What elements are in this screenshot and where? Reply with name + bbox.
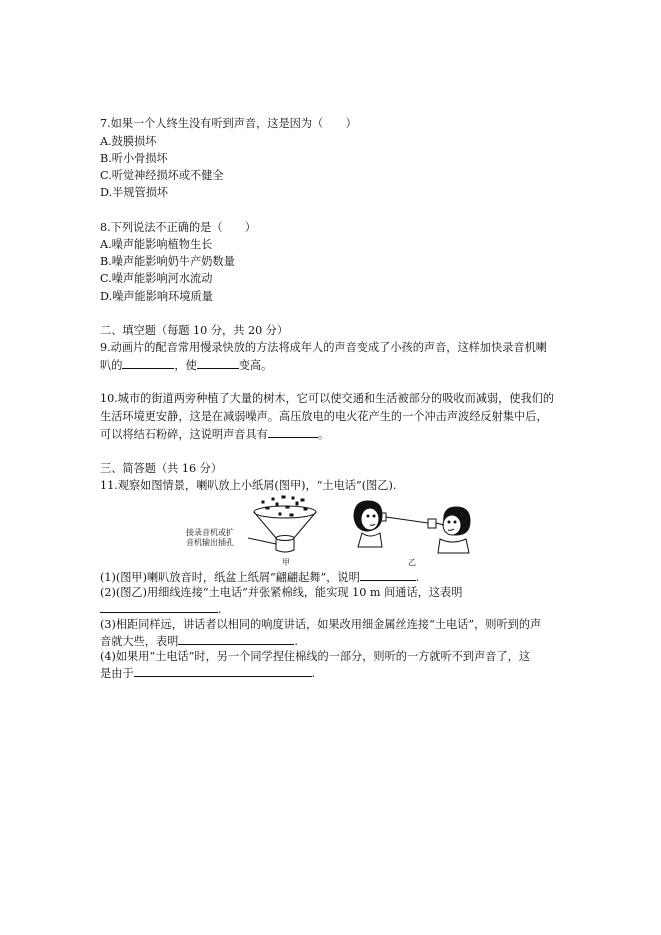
q9-text-b: ，使 <box>174 359 197 372</box>
q11-part3-text: 音就大些，表明 <box>100 635 179 648</box>
q11-part2: (2)(图乙)用细线连接“土电话”并张紧棉线，能实现 10 m 间通话，这表明 <box>100 586 463 599</box>
q10-line3 <box>100 426 329 443</box>
q9-blank-1 <box>122 357 174 369</box>
q11-part3-blank <box>178 633 294 645</box>
q9-line1: 9.动画片的配音常用慢录快放的方法将成年人的声音变成了小孩的声音，这样加快录音机喇 <box>100 341 547 354</box>
q11-part4-line1: (4)如果用“土电话”时，另一个同学捏住棉线的一部分，则听的一方就听不到声音了，这 <box>100 650 531 663</box>
caption-yi: 乙 <box>408 558 416 567</box>
q9-text-a: 叭的 <box>100 359 123 372</box>
q7-option-d: D.半规管损坏 <box>100 186 169 199</box>
q9-text-c: 变高。 <box>238 359 273 372</box>
q11-part1-end: . <box>415 571 420 584</box>
q10-blank <box>268 426 318 438</box>
q11-part1-text: (1)(图甲)喇叭放音时，纸盆上纸屑“翩翩起舞”，说明 <box>100 571 360 584</box>
q11-stem: 11.观察如图情景，喇叭放上小纸屑(图甲)，“土电话”(图乙). <box>100 479 397 492</box>
q11-part1 <box>100 569 419 586</box>
q11-figure <box>186 495 486 570</box>
q11-part3-end: . <box>294 635 298 648</box>
q11-part3-line1: (3)相距同样远，讲话者以相同的响度讲话，如果改用细金属丝连接“土电话”，则听到的声 <box>100 618 542 631</box>
speaker-label-line2: 音机输出插孔 <box>186 538 234 547</box>
q11-part3-line2 <box>100 633 298 650</box>
q11-part4-blank <box>134 665 312 677</box>
q11-part2-blank <box>100 601 218 613</box>
q7-option-b: B.听小骨损坏 <box>100 152 168 165</box>
speaker-label-line1: 接录音机或扩 <box>186 528 234 537</box>
q8-option-c: C.噪声能影响河水流动 <box>100 272 213 285</box>
q9-line2 <box>100 357 272 374</box>
q11-part2-end: . <box>218 603 222 616</box>
speaker-illustration <box>248 496 316 552</box>
q10-line2: 生活环境更安静，这是在减弱噪声。高压放电的电火花产生的一个冲击声波经反射集中后， <box>100 410 548 423</box>
tin-can-telephone-illustration <box>354 501 470 553</box>
q11-part4-text: 是由于 <box>100 667 134 680</box>
section3-heading: 三、简答题（共 16 分） <box>100 462 223 475</box>
q10-text-b: 。 <box>317 428 330 441</box>
caption-jia: 甲 <box>282 558 290 567</box>
q7-option-a: A.鼓膜损坏 <box>100 135 157 148</box>
q7-option-c: C.听觉神经损坏或不健全 <box>100 169 224 182</box>
q7-stem: 7.如果一个人终生没有听到声音，这是因为（ ） <box>100 117 357 130</box>
q8-option-d: D.噪声能影响环境质量 <box>100 290 213 303</box>
q11-part2-answer <box>100 601 222 618</box>
q10-text-a: 可以将结石粉碎，这说明声音具有 <box>100 428 268 441</box>
q11-part4-line2 <box>100 665 315 682</box>
section2-heading: 二、填空题（每题 10 分，共 20 分） <box>100 324 289 337</box>
q9-blank-2 <box>197 357 239 369</box>
q11-part1-blank <box>360 569 416 581</box>
q8-stem: 8.下列说法不正确的是（ ） <box>100 221 257 234</box>
q8-option-a: A.噪声能影响植物生长 <box>100 238 213 251</box>
q10-line1: 10.城市的街道两旁种植了大量的树木，它可以使交通和生活被部分的吸收而减弱，使我们的 <box>100 392 555 405</box>
q8-option-b: B.噪声能影响奶牛产奶数量 <box>100 255 235 268</box>
q11-part4-end: . <box>311 667 316 680</box>
